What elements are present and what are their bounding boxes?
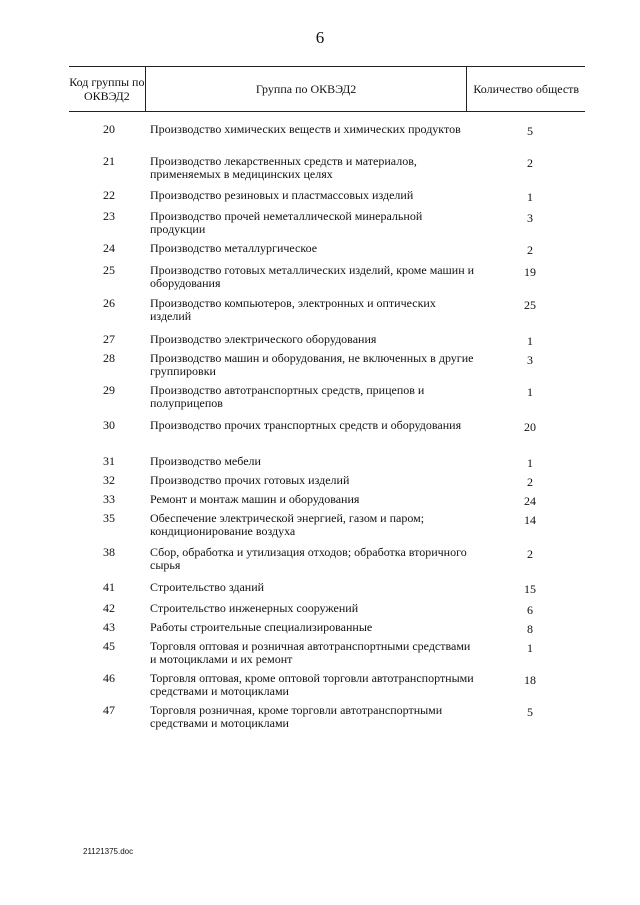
table-row <box>69 419 585 445</box>
table-row <box>69 333 585 346</box>
table-row <box>69 602 585 615</box>
table-row <box>69 210 585 236</box>
row-code: 41 <box>103 580 115 594</box>
row-code: 31 <box>103 454 115 468</box>
table-row <box>69 384 585 410</box>
row-code: 21 <box>103 154 115 168</box>
table-row <box>69 672 585 698</box>
table-row <box>69 297 585 323</box>
footer-filename: 21121375.doc <box>83 847 134 856</box>
row-code: 42 <box>103 601 115 615</box>
row-code: 27 <box>103 332 115 346</box>
row-code: 46 <box>103 671 115 685</box>
table-row <box>69 155 585 181</box>
row-code: 32 <box>103 473 115 487</box>
row-group-name: Торговля розничная, кроме торговли автотранспортными средствами и мотоциклами <box>150 703 443 730</box>
row-code: 33 <box>103 492 115 506</box>
row-group-name: Производство резиновых и пластмассовых изделий <box>150 188 414 202</box>
row-code: 25 <box>103 263 115 277</box>
row-code: 45 <box>103 639 115 653</box>
row-count: 2 <box>527 243 533 257</box>
row-group-name: Обеспечение электрической энергией, газом и паром; кондиционирование воздуха <box>150 511 425 538</box>
row-group-name: Производство готовых металлических изделий, кроме машин и оборудования <box>150 263 475 290</box>
row-count: 1 <box>527 334 533 348</box>
row-group-name: Производство электрического оборудования <box>150 332 377 346</box>
row-count: 1 <box>527 385 533 399</box>
header-group: Группа по ОКВЭД2 <box>146 67 468 111</box>
row-group-name: Ремонт и монтаж машин и оборудования <box>150 492 360 506</box>
row-count: 14 <box>524 513 536 527</box>
table-row <box>69 474 585 487</box>
row-group-name: Производство металлургическое <box>150 241 318 255</box>
row-count: 5 <box>527 124 533 138</box>
table-row <box>69 123 585 149</box>
row-count: 5 <box>527 705 533 719</box>
row-count: 8 <box>527 622 533 636</box>
row-group-name: Производство автотранспортных средств, прицепов и полуприцепов <box>150 383 425 410</box>
row-code: 38 <box>103 545 115 559</box>
header-count: Количество обществ <box>473 82 580 96</box>
row-group-name: Производство химических веществ и химических продуктов <box>150 122 461 136</box>
row-code: 26 <box>103 296 115 310</box>
row-code: 47 <box>103 703 115 717</box>
row-count: 6 <box>527 603 533 617</box>
row-group-name: Производство прочей неметаллической минеральной продукции <box>150 209 423 236</box>
row-count: 2 <box>527 475 533 489</box>
row-count: 20 <box>524 420 536 434</box>
table-row <box>69 242 585 255</box>
row-count: 3 <box>527 353 533 367</box>
row-count: 25 <box>524 298 536 312</box>
table-row <box>69 512 585 538</box>
row-group-name: Торговля оптовая и розничная автотранспортными средствами и мотоциклами и их ремонт <box>150 639 471 666</box>
table-row <box>69 546 585 572</box>
table-row <box>69 581 585 594</box>
row-count: 1 <box>527 456 533 470</box>
row-code: 35 <box>103 511 115 525</box>
table-row <box>69 640 585 666</box>
row-count: 2 <box>527 547 533 561</box>
header-code: Код группы по ОКВЭД2 <box>69 67 146 111</box>
page-number: 6 <box>315 28 325 47</box>
table-row <box>69 704 585 730</box>
row-count: 2 <box>527 156 533 170</box>
table-row <box>69 189 585 202</box>
row-code: 23 <box>103 209 115 223</box>
row-count: 19 <box>524 265 536 279</box>
row-code: 24 <box>103 241 115 255</box>
row-group-name: Производство машин и оборудования, не включенных в другие группировки <box>150 351 474 378</box>
row-group-name: Производство прочих готовых изделий <box>150 473 350 487</box>
row-count: 15 <box>524 582 536 596</box>
row-group-name: Производство компьютеров, электронных и оптических изделий <box>150 296 436 323</box>
row-group-name: Производство прочих транспортных средств и оборудования <box>150 418 462 432</box>
row-count: 24 <box>524 494 536 508</box>
row-group-name: Сбор, обработка и утилизация отходов; обработка вторичного сырья <box>150 545 467 572</box>
row-group-name: Строительство инженерных сооружений <box>150 601 359 615</box>
row-group-name: Производство лекарственных средств и материалов, применяемых в медицинских целях <box>150 154 417 181</box>
row-count: 3 <box>527 211 533 225</box>
table-header <box>69 66 585 112</box>
row-code: 43 <box>103 620 115 634</box>
row-code: 30 <box>103 418 115 432</box>
table-row <box>69 493 585 506</box>
row-count: 18 <box>524 673 536 687</box>
row-count: 1 <box>527 190 533 204</box>
row-group-name: Торговля оптовая, кроме оптовой торговли автотранспортными средствами и мотоциклами <box>150 671 474 698</box>
table-row <box>69 621 585 634</box>
row-code: 20 <box>103 122 115 136</box>
row-code: 28 <box>103 351 115 365</box>
row-code: 22 <box>103 188 115 202</box>
row-group-name: Производство мебели <box>150 454 261 468</box>
row-code: 29 <box>103 383 115 397</box>
row-group-name: Строительство зданий <box>150 580 265 594</box>
table-row <box>69 352 585 378</box>
table-row <box>69 264 585 290</box>
table-body <box>69 123 585 736</box>
row-group-name: Работы строительные специализированные <box>150 620 373 634</box>
row-count: 1 <box>527 641 533 655</box>
table-row <box>69 455 585 468</box>
